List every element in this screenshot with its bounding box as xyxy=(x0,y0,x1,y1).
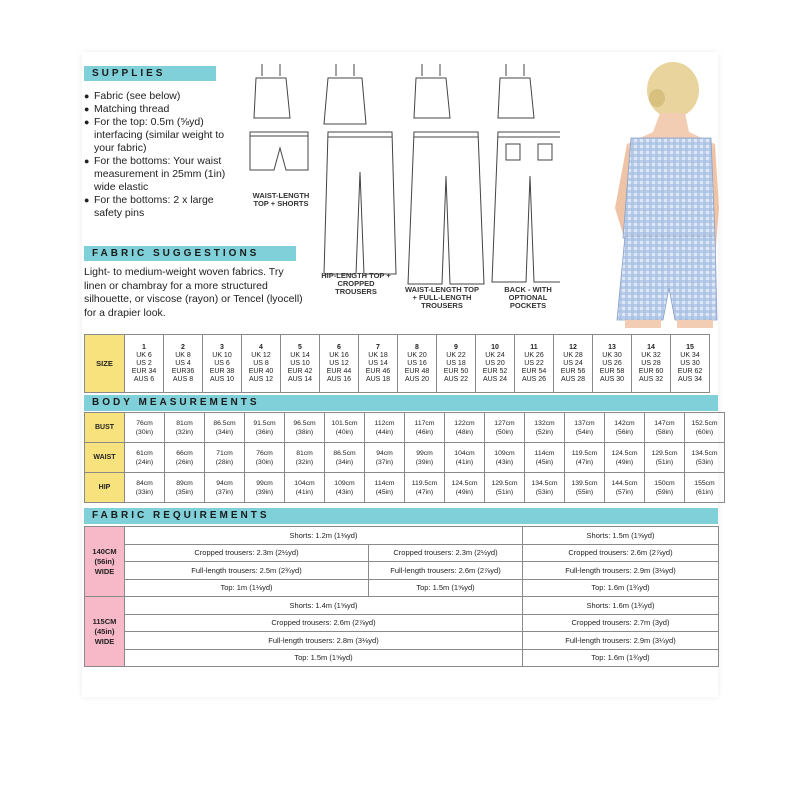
row-label: WAIST xyxy=(85,443,125,473)
table-row: WAIST 61cm (24in) 66cm (26in) 71cm (28in) 76cm (30in) 81cm (32in) 86.5cm (34in) 94cm (37in) 99cm (39in) 104cm (41in) 109cm (43in) 114cm (45in) 119.5cm (47in) 124.5cm (49in) 129.5cm (51in) 134.5cm (53in) xyxy=(85,443,725,473)
req-cell: Top: 1.6m (1¾yd) xyxy=(523,649,719,667)
table-row xyxy=(85,544,719,562)
size-cell: 5 UK 14 US 10 EUR 42 AUS 14 xyxy=(281,335,320,393)
table-row xyxy=(85,649,719,667)
size-cell: 7 UK 18 US 14 EUR 46 AUS 18 xyxy=(359,335,398,393)
size-cell: 14 UK 32 US 28 EUR 60 AUS 32 xyxy=(632,335,671,393)
row-label: BUST xyxy=(85,413,125,443)
width-label: 140CM (56in) WIDE xyxy=(85,527,125,597)
size-cell: 13 UK 30 US 26 EUR 58 AUS 30 xyxy=(593,335,632,393)
req-cell: Shorts: 1.4m (1⅝yd) xyxy=(125,597,523,615)
fabric-requirements-heading: FABRIC REQUIREMENTS xyxy=(84,508,718,524)
req-cell: Top: 1.5m (1⅝yd) xyxy=(125,649,523,667)
fabric-heading: FABRIC SUGGESTIONS xyxy=(84,246,296,261)
size-cell: 2 UK 8 US 4 EUR36 AUS 8 xyxy=(164,335,203,393)
model-photo xyxy=(565,58,720,328)
supply-item: ● Matching thread xyxy=(84,103,244,116)
supply-item: ● For the top: 0.5m (⅝yd) interfacing (similar weight to your fabric) xyxy=(84,116,244,155)
size-cell: 3 UK 10 US 6 EUR 38 AUS 10 xyxy=(203,335,242,393)
width-label: 115CM (45in) WIDE xyxy=(85,597,125,667)
req-cell: Top: 1.5m (1⅝yd) xyxy=(369,579,523,597)
req-cell: Top: 1.6m (1¾yd) xyxy=(523,579,719,597)
size-cell: 8 UK 20 US 16 EUR 48 AUS 20 xyxy=(398,335,437,393)
size-cell: 10 UK 24 US 20 EUR 52 AUS 24 xyxy=(476,335,515,393)
req-cell: Cropped trousers: 2.7m (3yd) xyxy=(523,614,719,632)
size-cell: 6 UK 16 US 12 EUR 44 AUS 16 xyxy=(320,335,359,393)
req-cell: Cropped trousers: 2.6m (2⅞yd) xyxy=(125,614,523,632)
view-caption: HIP-LENGTH TOP + CROPPED TROUSERS xyxy=(321,271,391,296)
req-cell: Cropped trousers: 2.3m (2½yd) xyxy=(125,544,369,562)
req-cell: Full-length trousers: 2.8m (3⅛yd) xyxy=(125,632,523,650)
size-table xyxy=(84,334,710,393)
fabric-text: Light- to medium-weight woven fabrics. Try linen or chambray for a more structured silhouette, or viscose (rayon) or Tencel (lyocell) for a drapier look. xyxy=(84,266,303,319)
table-row: HIP 84cm (33in) 89cm (35in) 94cm (37in) 99cm (39in) 104cm (41in) 109cm (43in) 114cm (45in) 119.5cm (47in) 124.5cm (49in) 129.5cm (51in) 134.5cm (53in) 139.5cm (55in) 144.5cm (57in) 150cm (59in) 155cm (61in) xyxy=(85,473,725,503)
size-cell: 1 UK 6 US 2 EUR 34 AUS 6 xyxy=(125,335,164,393)
row-label: HIP xyxy=(85,473,125,503)
body-measurements-table xyxy=(84,412,725,503)
view-4-sketch xyxy=(492,64,560,282)
view-1-sketch xyxy=(250,64,308,170)
req-cell: Top: 1m (1⅛yd) xyxy=(125,579,369,597)
supplies-list xyxy=(84,90,244,220)
view-caption: WAIST-LENGTH TOP + FULL-LENGTH TROUSERS xyxy=(404,285,480,310)
table-row xyxy=(85,579,719,597)
table-row xyxy=(85,597,719,615)
view-2-sketch xyxy=(324,64,396,274)
supply-item: ● For the bottoms: 2 x large safety pins xyxy=(84,194,244,220)
size-label: SIZE xyxy=(85,335,125,393)
table-row xyxy=(85,527,719,545)
size-cell: 4 UK 12 US 8 EUR 40 AUS 12 xyxy=(242,335,281,393)
table-row xyxy=(85,562,719,580)
size-cell: 12 UK 28 US 24 EUR 56 AUS 28 xyxy=(554,335,593,393)
size-cell: 11 UK 26 US 22 EUR 54 AUS 26 xyxy=(515,335,554,393)
fabric-requirements-table xyxy=(84,526,719,667)
req-cell: Shorts: 1.5m (1⅝yd) xyxy=(523,527,719,545)
table-row xyxy=(85,632,719,650)
table-row xyxy=(85,614,719,632)
req-cell: Shorts: 1.2m (1⅜yd) xyxy=(125,527,523,545)
table-row: BUST 76cm (30in) 81cm (32in) 86.5cm (34in) 91.5cm (36in) 96.5cm (38in) 101.5cm (40in) 112cm (44in) 117cm (46in) 122cm (48in) 127cm (50in) 132cm (52in) 137cm (54in) 142cm (56in) 147cm (58in) 152.5cm (60in) xyxy=(85,413,725,443)
size-cell: 15 UK 34 US 30 EUR 62 AUS 34 xyxy=(671,335,710,393)
req-cell: Cropped trousers: 2.6m (2⅞yd) xyxy=(523,544,719,562)
req-cell: Full-length trousers: 2.5m (2¾yd) xyxy=(125,562,369,580)
req-cell: Full-length trousers: 2.9m (3⅛yd) xyxy=(523,562,719,580)
req-cell: Shorts: 1.6m (1¾yd) xyxy=(523,597,719,615)
req-cell: Full-length trousers: 2.6m (2⅞yd) xyxy=(369,562,523,580)
view-caption: WAIST-LENGTH TOP + SHORTS xyxy=(252,191,310,208)
supplies-heading: SUPPLIES xyxy=(84,66,216,81)
req-cell: Cropped trousers: 2.3m (2½yd) xyxy=(369,544,523,562)
view-3-sketch xyxy=(408,64,484,284)
body-measurements-heading: BODY MEASUREMENTS xyxy=(84,395,718,411)
supply-item: ● For the bottoms: Your waist measurement in 25mm (1in) wide elastic xyxy=(84,155,244,194)
size-cell: 9 UK 22 US 18 EUR 50 AUS 22 xyxy=(437,335,476,393)
view-caption: BACK - WITH OPTIONAL POCKETS xyxy=(504,285,552,310)
supply-item: ● Fabric (see below) xyxy=(84,90,244,103)
req-cell: Full-length trousers: 2.9m (3¼yd) xyxy=(523,632,719,650)
